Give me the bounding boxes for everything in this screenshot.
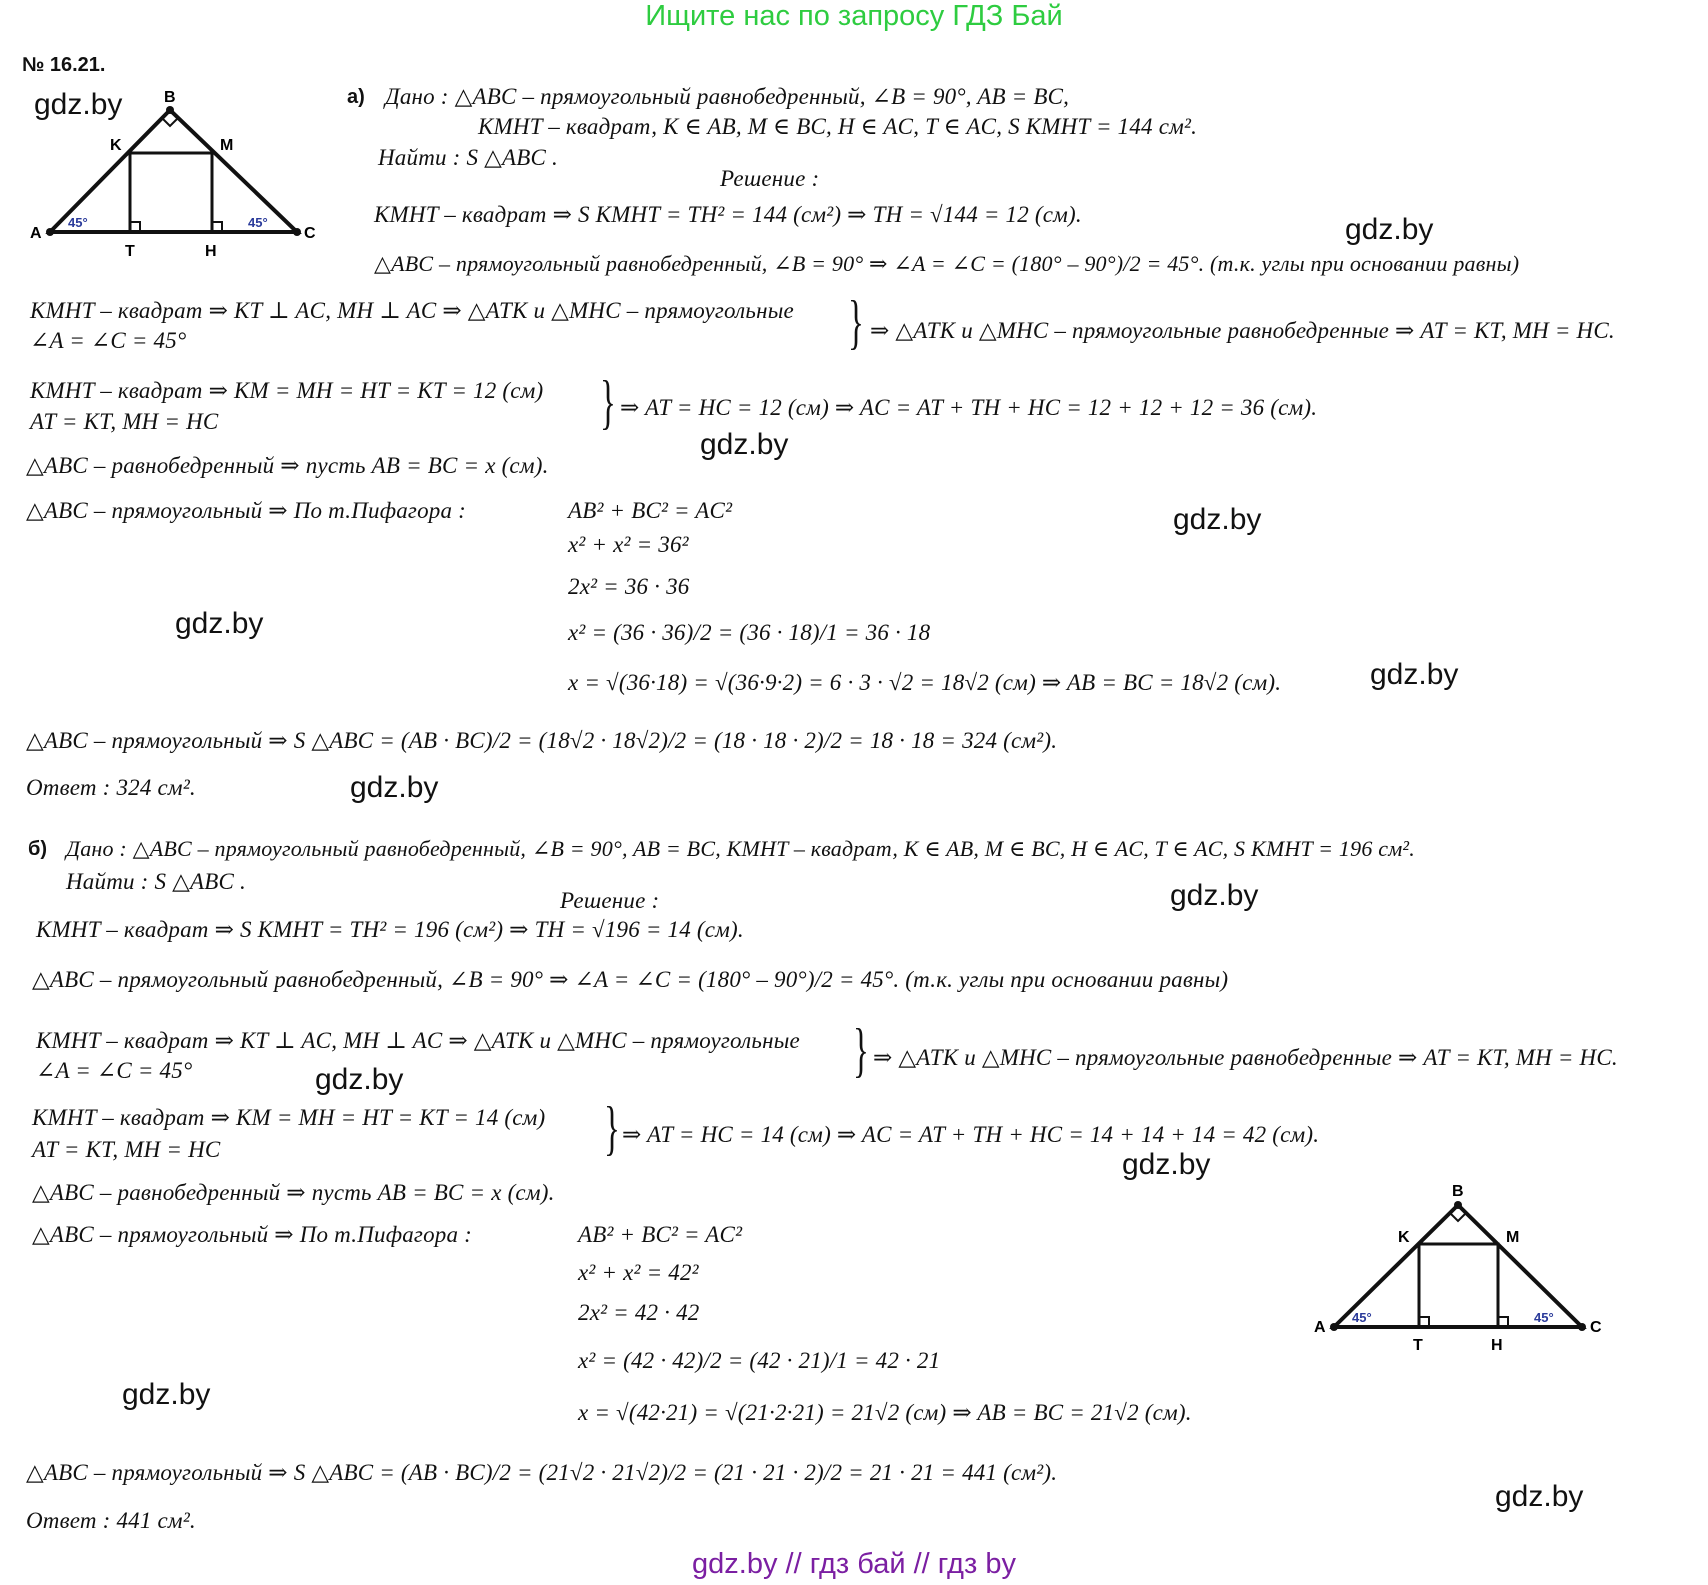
brace: } [604,1095,620,1161]
b-line3a: KMHT – квадрат ⇒ KT ⊥ AC, MH ⊥ AC ⇒ △ATK и △MHC – прямоугольные [36,1028,800,1053]
b-eq4: x² = (42 · 42)/2 = (42 · 21)/1 = 42 · 21 [578,1348,941,1373]
a-line6: △ABC – прямоугольный ⇒ По т.Пифагора : [26,498,467,523]
a-line1: KMHT – квадрат ⇒ S KMHT = TH² = 144 (см²) ⇒ TH = √144 = 12 (см). [374,202,1082,227]
watermark: gdz.by [350,771,439,804]
b-eq5: x = √(42·21) = √(21·2·21) = 21√2 (см) ⇒ AB = BC = 21√2 (см). [578,1400,1192,1425]
b-line4a: KMHT – квадрат ⇒ KM = MH = HT = KT = 14 (см) [32,1105,546,1130]
vertex-b [1454,1201,1462,1209]
watermark: gdz.by [1495,1480,1584,1513]
vertex-b [166,106,174,114]
b-line4b: AT = KT, MH = HC [32,1137,221,1162]
a-eq4: x² = (36 · 36)/2 = (36 · 18)/1 = 36 · 18 [568,620,931,645]
watermark: gdz.by [1345,213,1434,246]
triangle-figure-b [1300,1172,1620,1362]
b-line2: △ABC – прямоугольный равнобедренный, ∠B = 90° ⇒ ∠A = ∠C = (180° – 90°)/2 = 45°. (т.к. углы при основании равны) [32,967,1229,992]
brace: } [848,289,864,355]
label-t: T [125,243,135,260]
a-solution-title: Решение : [720,166,820,191]
b-line6: △ABC – прямоугольный ⇒ По т.Пифагора : [32,1222,473,1247]
label-b: B [164,89,176,106]
square-kmht [1419,1244,1498,1327]
b-solution-title: Решение : [560,888,660,913]
label-a: A [30,225,42,242]
b-line1: KMHT – квадрат ⇒ S KMHT = TH² = 196 (см²) ⇒ TH = √196 = 14 (см). [36,917,744,942]
b-line5: △ABC – равнобедренный ⇒ пусть AB = BC = x (см). [32,1180,555,1205]
b-line7: △ABC – прямоугольный ⇒ S △ABC = (AB · BC)/2 = (21√2 · 21√2)/2 = (21 · 21 · 2)/2 = 21 · 21 = 441 (см²). [26,1460,1058,1485]
watermark: gdz.by [315,1063,404,1096]
vertex-a [46,228,54,236]
a-eq1: AB² + BC² = AC² [568,498,733,523]
vertex-c [1578,1323,1586,1331]
watermark: gdz.by [175,607,264,640]
angle-label-a: 45° [1352,1310,1372,1325]
a-line3c: ⇒ △ATK и △MHC – прямоугольные равнобедренные ⇒ AT = KT, MH = HC. [870,318,1615,343]
label-b: B [1452,1183,1464,1200]
label-h: H [1491,1337,1503,1354]
part-a-label: а) [347,86,365,108]
a-eq3: 2x² = 36 · 36 [568,574,690,599]
a-line5: △ABC – равнобедренный ⇒ пусть AB = BC = x (см). [26,453,549,478]
a-line2: △ABC – прямоугольный равнобедренный, ∠B = 90° ⇒ ∠A = ∠C = (180° – 90°)/2 = 45°. (т.к. углы при основании равны) [374,251,1520,276]
b-line3b: ∠A = ∠C = 45° [36,1058,193,1083]
vertex-c [293,228,301,236]
brace: } [853,1017,869,1083]
a-line7: △ABC – прямоугольный ⇒ S △ABC = (AB · BC)/2 = (18√2 · 18√2)/2 = (18 · 18 · 2)/2 = 18 · 18 = 324 (см²). [26,728,1058,753]
a-line4c: ⇒ AT = HC = 12 (см) ⇒ AC = AT + TH + HC = 12 + 12 + 12 = 36 (см). [620,395,1318,420]
a-line4a: KMHT – квадрат ⇒ KM = MH = HT = KT = 12 (см) [30,378,544,403]
a-line3a: KMHT – квадрат ⇒ KT ⊥ AC, MH ⊥ AC ⇒ △ATK и △MHC – прямоугольные [30,298,794,323]
watermark: gdz.by [1173,503,1262,536]
b-eq1: AB² + BC² = AC² [578,1222,743,1247]
watermark: gdz.by [1370,658,1459,691]
angle-label-a: 45° [68,215,88,230]
vertex-a [1330,1323,1338,1331]
a-answer: Ответ : 324 см². [26,775,196,800]
label-k: K [110,137,122,154]
a-eq2: x² + x² = 36² [568,532,689,557]
watermark: gdz.by [34,88,123,121]
brace: } [600,369,616,435]
b-answer: Ответ : 441 см². [26,1508,196,1533]
a-find: Найти : S △ABC . [378,145,558,170]
right-angle-mark-b [162,118,178,126]
label-c: C [1590,1319,1602,1336]
label-m: M [1506,1229,1520,1246]
angle-label-c: 45° [1534,1310,1554,1325]
a-eq5: x = √(36·18) = √(36·9·2) = 6 · 3 · √2 = 18√2 (см) ⇒ AB = BC = 18√2 (см). [568,670,1282,695]
label-k: K [1398,1229,1410,1246]
a-given-2: KMHT – квадрат, K ∈ AB, M ∈ BC, H ∈ AC, T ∈ AC, S KMHT = 144 см². [478,114,1198,139]
watermark: gdz.by [122,1378,211,1411]
b-line3c: ⇒ △ATK и △MHC – прямоугольные равнобедренные ⇒ AT = KT, MH = HC. [873,1045,1618,1070]
watermark: gdz.by [1122,1148,1211,1181]
a-given-1: Дано : △ABC – прямоугольный равнобедренный, ∠B = 90°, AB = BC, [385,84,1070,109]
label-c: C [304,225,316,242]
part-b-label: б) [28,838,48,860]
right-angle-mark-b [1450,1213,1466,1221]
watermark: gdz.by [700,428,789,461]
b-line4c: ⇒ AT = HC = 14 (см) ⇒ AC = AT + TH + HC = 14 + 14 + 14 = 42 (см). [622,1122,1320,1147]
label-m: M [220,137,234,154]
triangle-figure-a [20,80,330,260]
triangle-abc [50,110,297,232]
angle-label-c: 45° [248,215,268,230]
square-kmht [130,153,212,232]
problem-number: № 16.21. [22,54,106,76]
label-t: T [1413,1337,1423,1354]
triangle-abc [1334,1205,1582,1327]
b-find: Найти : S △ABC . [66,869,246,894]
a-line4b: AT = KT, MH = HC [30,409,219,434]
site-header: Ищите нас по запросу ГДЗ Бай [645,0,1063,32]
label-a: A [1314,1319,1326,1336]
label-h: H [205,243,217,260]
watermark: gdz.by [1170,879,1259,912]
b-given-1: Дано : △ABC – прямоугольный равнобедренный, ∠B = 90°, AB = BC, KMHT – квадрат, K ∈ AB, M ∈ BC, H ∈ AC, T ∈ AC, S KMHT = 196 см². [66,836,1415,861]
site-footer: gdz.by // гдз бай // гдз by [692,1548,1016,1580]
b-eq2: x² + x² = 42² [578,1260,699,1285]
b-eq3: 2x² = 42 · 42 [578,1300,700,1325]
a-line3b: ∠A = ∠C = 45° [30,328,187,353]
